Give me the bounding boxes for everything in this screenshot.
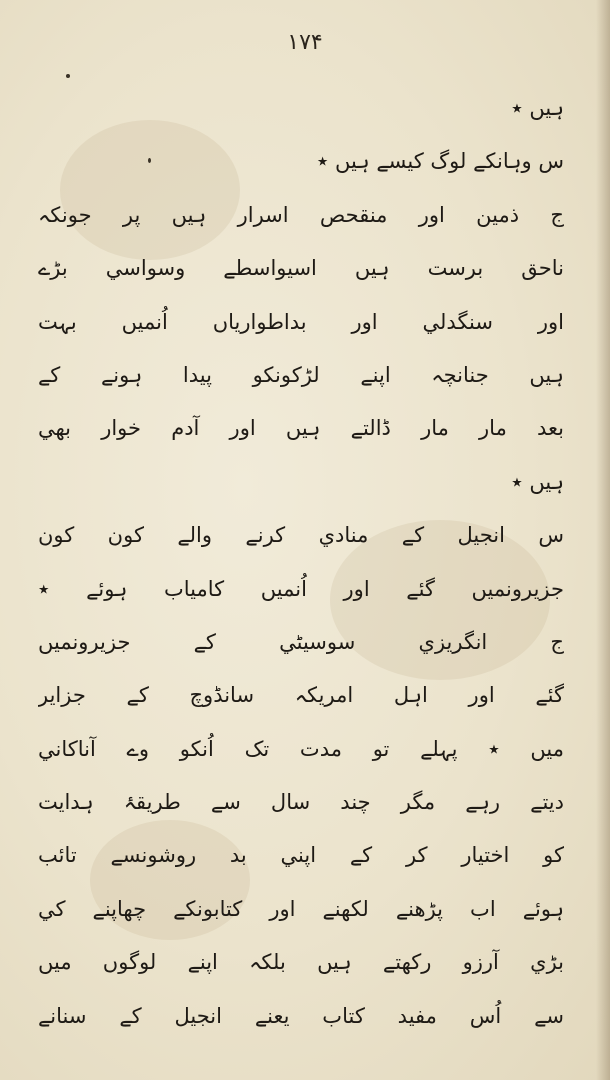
text-line: ہیں جنانچہ اپنے لڑکونکو پیدا ہونے کے [38,362,564,387]
page-text [38,82,564,1043]
text-line: اور سنگدلي اور بداطوارياں اُنمیں بہت [38,309,564,334]
text-line: دیتے رہے مگر چند سال سے طریقۂ ہدایت [38,790,564,815]
text-line: جزیرونمیں گئے اور اُنمیں کامیاب ہوئے ٭ [38,576,564,601]
text-line: س وہانکے لوگ کیسے ہیں ٭ [316,149,564,174]
text-line: بعد مار مار ڈالتے ہیں اور آدم خوار بھي [38,416,564,441]
text-line: میں ٭ پہلے تو مدت تک اُنکو وے آناکاني [38,736,564,761]
text-line: ج ذمین اور منقحص اسرار ہیں پر جونکہ [38,202,564,227]
text-line: ہیں ٭ [511,469,564,494]
text-line: کو اختیار کر کے اپني بد روشونسے تائب [38,843,564,868]
text-line: بڑي آرزو رکھتے ہیں بلکہ اپنے لوگوں میں [38,950,564,975]
text-line: گئے اور اہل امریکہ سانڈوچ کے جزایر [38,683,564,708]
text-line: ج انگریزي سوسیٹي کے جزیرونمیں [38,629,564,654]
text-line: سے اُس مفید کتاب یعنے انجیل کے سنانے [38,1003,564,1028]
page-edge-shadow [596,0,610,1080]
text-line: س انجیل کے منادي کرنے والے کون کون [38,523,564,548]
page-number: ۱۷۴ [287,30,323,55]
ink-speck [66,74,70,78]
text-line: ہیں ٭ [511,96,564,120]
text-line: ناحق برست ہیں اسیواسطے وسواسي بڑے [38,256,564,281]
text-line: ہوئے اب پڑھنے لکھنے اور کتابونکے چھاپنے کي [38,896,564,921]
